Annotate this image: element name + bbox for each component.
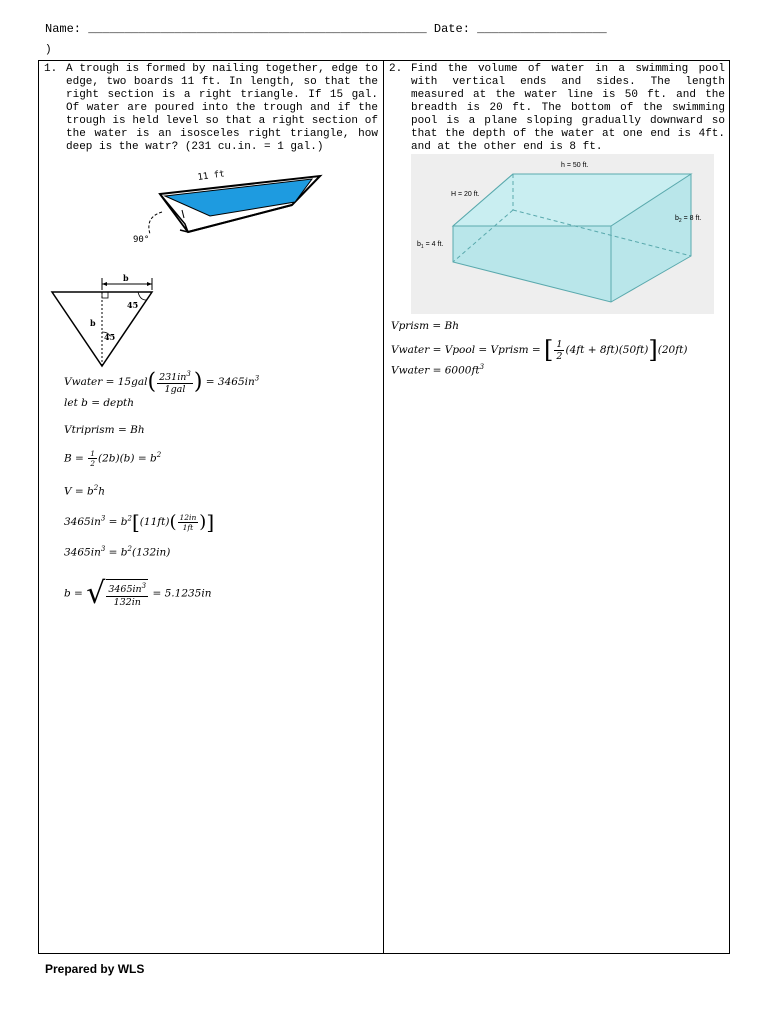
stray-paren: ) <box>45 44 52 56</box>
problem-1 <box>44 63 378 173</box>
pool-length-label: h = 50 ft. <box>561 162 589 169</box>
p2-step-2: Vwater = Vpool = Vprism = [ $\frac{1}{2}$ (4ft + 8ft)(50ft)](20ft) <box>391 336 688 364</box>
prepared-by: Prepared by WLS <box>45 962 145 976</box>
p1-step-8: b = √ $\frac{3465in^3}{132in}$ = 5.1235in <box>64 576 212 611</box>
p1-step-4: B = $\frac{1}{2}$ $(2b)(b) = b^2$ <box>64 449 162 468</box>
trough-length-label: 11 ft <box>197 169 226 183</box>
worksheet-header <box>45 22 745 36</box>
p1-step-6: $3465in^3 = b^2[(11ft)$( $\frac{12in}{1ft}$ )] <box>64 510 215 534</box>
p2-step-3: Vwater = $6000ft^3$ <box>391 363 485 377</box>
triangle-top-label: b <box>123 274 129 283</box>
date-label: Date: <box>433 22 470 36</box>
trough-angle-label: 90° <box>133 235 150 245</box>
problem-1-number: 1. <box>44 63 58 75</box>
pool-breadth-label: H = 20 ft. <box>451 191 480 198</box>
name-label: Name: <box>45 22 82 36</box>
date-line: __________________ <box>477 22 607 36</box>
problem-2-text: Find the volume of water in a swimming pool with vertical ends and sides. The length measured at the water line is 50 ft. and the breadth is 20 ft. The bottom of the swimming pool is a plane sloping gradually downward so that the depth of the water at one end is 4ft. and at the other end is 8 ft. <box>411 63 725 153</box>
p1-step-2: let b = depth <box>64 397 134 409</box>
triangle-angle-top: 45 <box>127 300 139 310</box>
column-divider <box>383 60 384 954</box>
p1-step-7: $3465in^3 = b^2(132in)$ <box>64 545 171 559</box>
p1-step-3: Vtriprism = Bh <box>64 424 145 436</box>
triangle-side-label: b <box>90 318 96 328</box>
problem-2 <box>389 63 725 155</box>
pool-figure <box>411 154 714 314</box>
problem-2-number: 2. <box>389 63 403 75</box>
problem-1-text: A trough is formed by nailing together, edge to edge, two boards 11 ft. In length, so that the right section is a right triangle. If 15 gal. Of water are poured into the trough and if the trough is held level so that a right section of the water is an isosceles right triangle, how deep is the watr? (231 cu.in. = 1 gal.) <box>66 63 378 153</box>
cross-section-figure <box>50 274 160 370</box>
pool-depth-1-label: $b_1 = 4$ ft. <box>417 241 444 250</box>
p1-step-5: $V = b^2h$ <box>64 484 106 498</box>
triangle-angle-bottom: 45 <box>104 332 116 342</box>
p1-step-1: Vwater = 15gal( $\frac{231in^3}{\text{1gal}}$ ) = $3465in^3$ <box>64 369 260 396</box>
p2-step-1: Vprism = Bh <box>391 320 459 332</box>
pool-depth-2-label: $b_2 = 8$ ft. <box>675 215 702 224</box>
trough-figure <box>130 162 330 252</box>
name-line: _______________________________________________ <box>88 22 427 36</box>
